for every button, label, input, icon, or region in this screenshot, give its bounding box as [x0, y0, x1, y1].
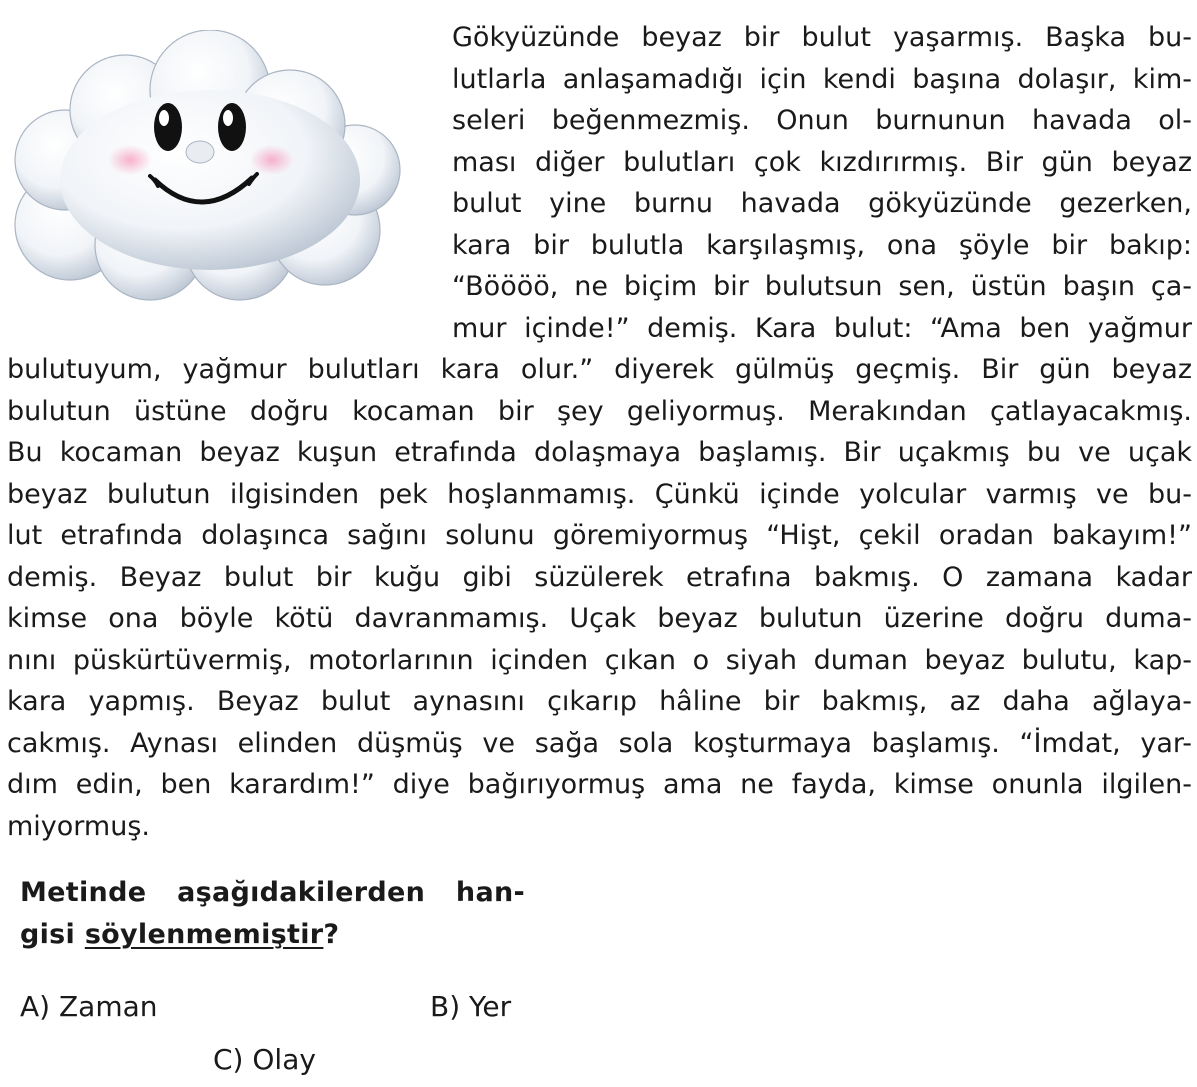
story-line: seleri beğenmezmiş. Onun burnunun havada ol-: [452, 105, 1192, 136]
option-b[interactable]: B) Yer: [430, 990, 512, 1023]
story-line: dım edin, ben karardım!” diye bağırıyormuş ama ne fayda, kimse onunla ilgilen-: [7, 769, 1192, 800]
option-c[interactable]: C) Olay: [213, 1043, 316, 1076]
story-line: miyormuş.: [7, 810, 150, 842]
story-line: bulut yine burnu havada gökyüzünde gezerken,: [452, 188, 1192, 219]
story-line: bulutun üstüne doğru kocaman bir şey geliyormuş. Merakından çatlayacakmış.: [7, 395, 1192, 427]
question-underlined-word: söylenmemiştir: [84, 919, 324, 950]
story-line: Gökyüzünde beyaz bir bulut yaşarmış. Başka bu-: [452, 22, 1192, 53]
question-mark: ?: [323, 919, 340, 950]
story-line: nını püskürtüvermiş, motorlarının içinden çıkan o siyah duman beyaz bulutu, kap-: [7, 644, 1192, 676]
story-line: “Böööö, ne biçim bir bulutsun sen, üstün başın ça-: [452, 271, 1192, 302]
story-line: kara yapmış. Beyaz bulut aynasını çıkarıp hâline bir bakmış, az daha ağlaya-: [7, 686, 1192, 717]
story-line: Bu kocaman beyaz kuşun etrafında dolaşmaya başlamış. Bir uçakmış bu ve uçak: [7, 437, 1192, 468]
story-line: lut etrafında dolaşınca sağını solunu göremiyormuş “Hişt, çekil oradan bakayım!”: [7, 520, 1192, 551]
smiling-cloud-icon: [10, 30, 410, 305]
story-line: lutlarla anlaşamadığı için kendi başına dolaşır, kim-: [452, 63, 1192, 95]
story-line: mur içinde!” demiş. Kara bulut: “Ama ben yağmur: [452, 312, 1192, 344]
story-line: kimse ona böyle kötü davranmamış. Uçak beyaz bulutun üzerine doğru duma-: [7, 603, 1192, 634]
question-line-2: [20, 914, 525, 956]
story-line: kara bir bulutla karşılaşmış, ona şöyle bir bakıp:: [452, 229, 1192, 261]
story-line: demiş. Beyaz bulut bir kuğu gibi süzülerek etrafına bakmış. O zamana kadar: [7, 561, 1192, 593]
story-line: beyaz bulutun ilgisinden pek hoşlanmamış. Çünkü içinde yolcular varmış ve bu-: [7, 478, 1192, 510]
option-a[interactable]: A) Zaman: [20, 990, 158, 1023]
story-line: cakmış. Aynası elinden düşmüş ve sağa sola koşturmaya başlamış. “İmdat, yar-: [7, 727, 1192, 759]
story-line: bulutuyum, yağmur bulutları kara olur.” diyerek gülmüş geçmiş. Bir gün beyaz: [7, 354, 1192, 385]
question-prefix: gisi: [20, 919, 85, 950]
story-line: ması diğer bulutları çok kızdırırmış. Bir gün beyaz: [452, 146, 1192, 178]
question-line-1: Metinde aşağıdakilerden han-: [20, 877, 525, 908]
